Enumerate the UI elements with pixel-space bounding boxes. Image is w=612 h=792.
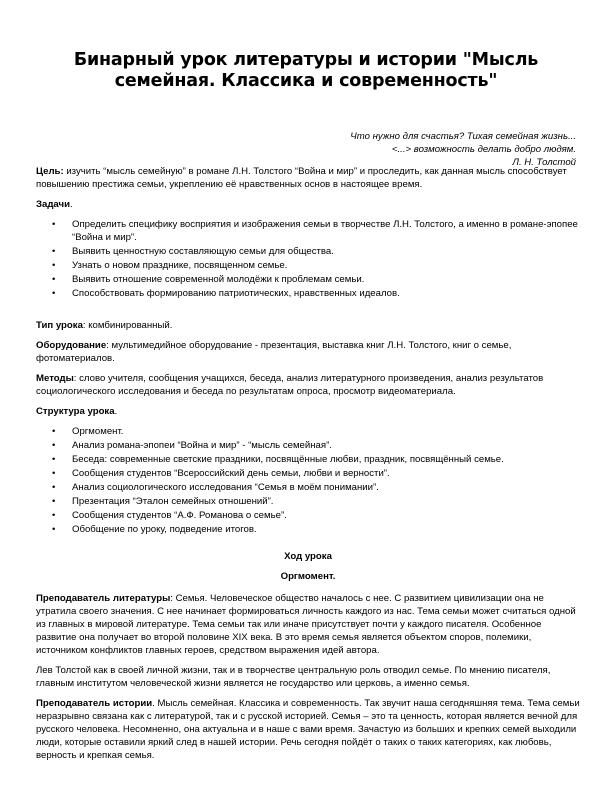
lesson-type-paragraph (36, 319, 580, 332)
document-title: Бинарный урок литературы и истории "Мысль семейная. Классика и современность" (73, 50, 539, 91)
hist-teacher-label: Преподаватель истории (36, 698, 153, 709)
goal-paragraph (36, 165, 580, 191)
list-item: • Обобщение по уроку, подведение итогов. (72, 523, 580, 536)
list-item: • Узнать о новом празднике, посвященном семье. (72, 259, 580, 272)
list-item: • Сообщения студентов “А.Ф. Романова о семье”. (72, 509, 580, 522)
methods-label: Методы (36, 373, 74, 384)
list-item: • Сообщения студентов “Всероссийский день семьи, любви и верности”. (72, 467, 580, 480)
tasks-list (36, 218, 580, 300)
lesson-type-label: Тип урока (36, 320, 83, 331)
tasks-heading (36, 198, 580, 211)
list-item: • Анализ социологического исследования “Семья в моём понимании”. (72, 481, 580, 494)
structure-heading (36, 405, 580, 418)
lit-teacher-label: Преподаватель литературы (36, 593, 171, 604)
methods-text: : слово учителя, сообщения учащихся, беседа, анализ литературного произведения, анализ результатов социологического исследования и беседа по результатам опроса, просмотр видеоматериала. (36, 373, 544, 397)
list-item: • Презентация “Эталон семейных отношений”. (72, 495, 580, 508)
lesson-type-text: : комбинированный. (82, 320, 173, 331)
epigraph-line: <...> возможность делать добро людям. (391, 144, 576, 155)
equipment-paragraph (36, 339, 580, 365)
methods-paragraph (36, 372, 580, 398)
equipment-label: Оборудование (36, 340, 107, 351)
goal-text: изучить “мысль семейную” в романе Л.Н. Толстого “Война и мир” и проследить, как данная мысль способствует повышению престижа семьи, укреплению её нравственных основ в настоящее время. (36, 166, 567, 190)
list-item: • Выявить отношение современной молодёжи к проблемам семьи. (72, 273, 580, 286)
list-item: • Определить специфику восприятия и изображения семьи в творчестве Л.Н. Толстого, а именно в романе-эпопее “Война и мир”. (72, 218, 580, 244)
epigraph-line: Что нужно для счастья? Тихая семейная жизнь... (350, 131, 576, 142)
document-body (36, 165, 580, 769)
goal-label: Цель: (36, 166, 64, 177)
lit-teacher-paragraph (36, 592, 580, 657)
course-heading: Ход урока (284, 551, 332, 562)
structure-suffix: . (114, 406, 118, 417)
tasks-suffix: . (70, 199, 73, 210)
tolstoy-paragraph: Лев Толстой как в своей личной жизни, так и в творчестве центральную роль отводил семье. По мнению писателя, главным институтом человеческой жизни является не государство или церковь, а именно семья. (36, 665, 551, 689)
equipment-text: : мультимедийное оборудование - презентация, выставка книг Л.Н. Толстого, книг о семье, фотоматериалов. (36, 340, 512, 364)
list-item: • Способствовать формированию патриотических, нравственных идеалов. (72, 287, 580, 300)
orgmoment-heading: Оргмомент. (280, 571, 336, 582)
epigraph-author: Л. Н. Толстой (512, 157, 576, 168)
structure-list (36, 425, 580, 536)
list-item: • Выявить ценностную составляющую семьи для общества. (72, 245, 580, 258)
structure-label: Структура урока (36, 406, 115, 417)
list-item: • Беседа: современные светские праздники, посвящённые любви, праздник, посвящённый семье. (72, 453, 580, 466)
hist-teacher-paragraph (36, 697, 580, 762)
list-item: • Анализ романа-эпопеи “Война и мир” - “мысль семейная”. (72, 439, 580, 452)
tasks-label: Задачи (36, 199, 70, 210)
epigraph (246, 130, 576, 169)
hist-teacher-text: . Мысль семейная. Классика и современность. Так звучит наша сегодняшняя тема. Тема семьи неразрывно связана как с литературой, так и с русской историей. Семья – это та ценность, которая является вечной для русского человека. Несомненно, она актуальна и в наше с вами время. Зачастую из больших и крепких семей выходили люди, которые оставили яркий след в нашей истории. Речь сегодня пойдёт о таких о таких категориях, как любовь, верность и крепкая семья. (36, 698, 580, 761)
list-item: • Оргмомент. (72, 425, 580, 438)
lit-teacher-text: : Семья. Человеческое общество началось с нее. С развитием цивилизации она не утратила своего значения. С нее начинает формироваться личность каждого из нас. Тема семьи может считаться одной из главных в мировой литературе. Тема семьи так или иначе присутствует почти у каждого писателя. Особенное развитие она получает во второй половине XIX века. В это время семья является объектом споров, полемики, источником конфликтов главных героев, средством выражения идей автора. (36, 593, 576, 656)
